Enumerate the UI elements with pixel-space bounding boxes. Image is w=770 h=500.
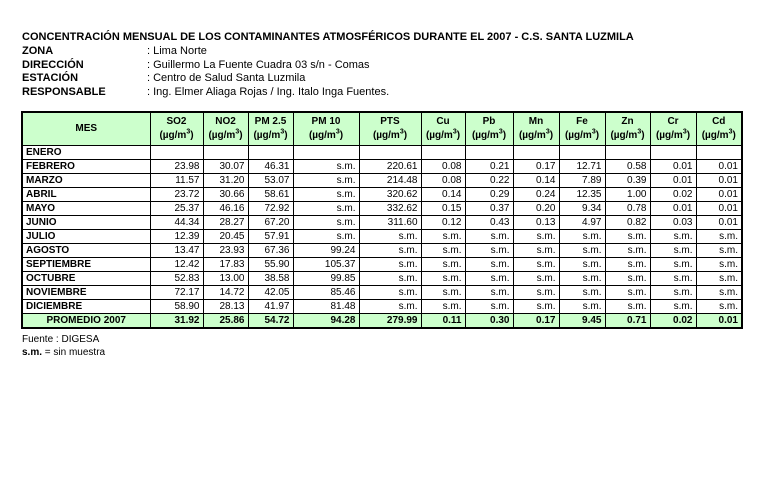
value-cell: 55.90: [248, 258, 293, 272]
value-cell: s.m.: [605, 272, 650, 286]
value-cell: [559, 146, 605, 160]
unit-prefix: (µg/m: [308, 130, 336, 141]
value-cell: 14.72: [203, 286, 248, 300]
average-row: [22, 314, 742, 329]
value-cell: 38.58: [248, 272, 293, 286]
value-cell: [293, 146, 359, 160]
average-cell: 0.71: [605, 314, 650, 329]
value-cell: s.m.: [293, 188, 359, 202]
value-cell: s.m.: [696, 230, 742, 244]
value-cell: 0.29: [465, 188, 513, 202]
value-cell: 72.17: [150, 286, 203, 300]
sm-abbreviation: s.m.: [22, 346, 43, 358]
value-cell: 0.01: [650, 202, 696, 216]
value-cell: 42.05: [248, 286, 293, 300]
value-cell: 0.01: [650, 160, 696, 174]
value-cell: 0.02: [650, 188, 696, 202]
value-cell: 0.20: [513, 202, 559, 216]
value-cell: 320.62: [359, 188, 421, 202]
info-label: DIRECCIÓN: [22, 58, 84, 71]
info-value: : Guillermo La Fuente Cuadra 03 s/n - Comas: [147, 58, 370, 71]
value-cell: 0.24: [513, 188, 559, 202]
month-cell: ABRIL: [22, 188, 150, 202]
unit-suffix: ): [502, 130, 507, 141]
month-cell: NOVIEMBRE: [22, 286, 150, 300]
value-cell: 0.78: [605, 202, 650, 216]
source-note: Fuente : DIGESA: [22, 334, 100, 345]
column-header: [293, 112, 359, 146]
page-title: CONCENTRACIÓN MENSUAL DE LOS CONTAMINANTES ATMOSFÉRICOS DURANTE EL 2007 - C.S. SANTA LUZMILA: [22, 31, 634, 43]
value-cell: s.m.: [359, 300, 421, 314]
month-cell: OCTUBRE: [22, 272, 150, 286]
value-cell: 12.42: [150, 258, 203, 272]
unit-suffix: ): [549, 130, 554, 141]
value-cell: s.m.: [605, 230, 650, 244]
table-row: [22, 286, 742, 300]
table-row: [22, 202, 742, 216]
value-cell: s.m.: [650, 300, 696, 314]
value-cell: 46.31: [248, 160, 293, 174]
value-cell: s.m.: [293, 202, 359, 216]
table-row: [22, 188, 742, 202]
value-cell: 105.37: [293, 258, 359, 272]
value-cell: 13.47: [150, 244, 203, 258]
info-label: RESPONSABLE: [22, 85, 106, 98]
value-cell: 44.34: [150, 216, 203, 230]
average-cell: 9.45: [559, 314, 605, 329]
value-cell: 0.21: [465, 160, 513, 174]
column-header: [203, 112, 248, 146]
month-cell: JUNIO: [22, 216, 150, 230]
unit-suffix: ): [403, 130, 408, 141]
column-name: Cu: [436, 116, 450, 127]
value-cell: s.m.: [465, 258, 513, 272]
value-cell: 20.45: [203, 230, 248, 244]
value-cell: 30.66: [203, 188, 248, 202]
unit-exponent: 3: [235, 128, 240, 136]
month-cell: ENERO: [22, 146, 150, 160]
average-cell: 0.11: [421, 314, 465, 329]
value-cell: 0.58: [605, 160, 650, 174]
value-cell: s.m.: [559, 244, 605, 258]
value-cell: s.m.: [513, 286, 559, 300]
unit-prefix: (µg/m: [372, 130, 400, 141]
table-header-row: [22, 112, 742, 146]
value-cell: 214.48: [359, 174, 421, 188]
value-cell: s.m.: [605, 300, 650, 314]
unit-prefix: (µg/m: [159, 130, 187, 141]
month-cell: AGOSTO: [22, 244, 150, 258]
value-cell: s.m.: [359, 230, 421, 244]
column-name: Pb: [482, 116, 496, 127]
value-cell: 17.83: [203, 258, 248, 272]
value-cell: 0.08: [421, 174, 465, 188]
value-cell: s.m.: [605, 258, 650, 272]
average-cell: 54.72: [248, 314, 293, 329]
value-cell: 0.14: [513, 174, 559, 188]
value-cell: 332.62: [359, 202, 421, 216]
value-cell: 0.13: [513, 216, 559, 230]
unit-prefix: (µg/m: [701, 130, 729, 141]
footnotes: [22, 334, 105, 359]
value-cell: 0.01: [650, 174, 696, 188]
column-name: Mn: [528, 116, 544, 127]
value-cell: [465, 146, 513, 160]
value-cell: s.m.: [293, 174, 359, 188]
info-value: : Ing. Elmer Aliaga Rojas / Ing. Italo Inga Fuentes.: [147, 85, 390, 98]
value-cell: 0.22: [465, 174, 513, 188]
value-cell: 23.98: [150, 160, 203, 174]
value-cell: 67.36: [248, 244, 293, 258]
table-row: [22, 300, 742, 314]
unit-prefix: (µg/m: [471, 130, 499, 141]
value-cell: 23.72: [150, 188, 203, 202]
average-cell: 0.01: [696, 314, 742, 329]
value-cell: s.m.: [513, 258, 559, 272]
value-cell: 25.37: [150, 202, 203, 216]
value-cell: s.m.: [359, 244, 421, 258]
value-cell: 4.97: [559, 216, 605, 230]
unit-suffix: ): [732, 130, 736, 141]
value-cell: 99.85: [293, 272, 359, 286]
value-cell: [513, 146, 559, 160]
unit-prefix: (µg/m: [518, 130, 546, 141]
value-cell: 1.00: [605, 188, 650, 202]
value-cell: s.m.: [559, 258, 605, 272]
column-name: Fe: [576, 116, 588, 127]
value-cell: 0.82: [605, 216, 650, 230]
table-row: [22, 160, 742, 174]
column-header: [650, 112, 696, 146]
unit-suffix: ): [284, 130, 288, 141]
unit-exponent: 3: [728, 128, 733, 136]
unit-prefix: (µg/m: [253, 130, 281, 141]
unit-prefix: (µg/m: [655, 130, 683, 141]
column-header: [248, 112, 293, 146]
value-cell: 23.93: [203, 244, 248, 258]
column-header: [513, 112, 559, 146]
value-cell: s.m.: [650, 230, 696, 244]
value-cell: [650, 146, 696, 160]
value-cell: s.m.: [650, 258, 696, 272]
value-cell: 0.01: [696, 174, 742, 188]
value-cell: 0.37: [465, 202, 513, 216]
value-cell: s.m.: [421, 300, 465, 314]
unit-exponent: 3: [280, 128, 285, 136]
value-cell: s.m.: [559, 300, 605, 314]
unit-prefix: (µg/m: [425, 130, 453, 141]
value-cell: 85.46: [293, 286, 359, 300]
value-cell: 30.07: [203, 160, 248, 174]
month-cell: FEBRERO: [22, 160, 150, 174]
unit-exponent: 3: [545, 128, 550, 136]
value-cell: 0.43: [465, 216, 513, 230]
value-cell: 53.07: [248, 174, 293, 188]
average-cell: 0.17: [513, 314, 559, 329]
table-row: [22, 230, 742, 244]
value-cell: s.m.: [605, 286, 650, 300]
unit-suffix: ): [641, 130, 645, 141]
value-cell: s.m.: [359, 258, 421, 272]
info-value: : Lima Norte: [147, 45, 207, 57]
sm-definition: = sin muestra: [42, 346, 106, 358]
table-row: [22, 244, 742, 258]
value-cell: s.m.: [465, 286, 513, 300]
month-cell: JULIO: [22, 230, 150, 244]
value-cell: [696, 146, 742, 160]
unit-prefix: (µg/m: [610, 130, 638, 141]
value-cell: 0.15: [421, 202, 465, 216]
unit-suffix: ): [339, 130, 344, 141]
value-cell: 12.39: [150, 230, 203, 244]
value-cell: s.m.: [359, 272, 421, 286]
column-name: PM 10: [311, 116, 341, 127]
table-row: [22, 272, 742, 286]
value-cell: 28.13: [203, 300, 248, 314]
column-header: [465, 112, 513, 146]
value-cell: [605, 146, 650, 160]
value-cell: s.m.: [465, 230, 513, 244]
value-cell: s.m.: [293, 230, 359, 244]
value-cell: 311.60: [359, 216, 421, 230]
value-cell: s.m.: [421, 230, 465, 244]
value-cell: s.m.: [421, 258, 465, 272]
value-cell: [421, 146, 465, 160]
value-cell: 12.71: [559, 160, 605, 174]
average-cell: 0.02: [650, 314, 696, 329]
info-row: [22, 86, 389, 100]
month-cell: DICIEMBRE: [22, 300, 150, 314]
average-cell: 94.28: [293, 314, 359, 329]
value-cell: [203, 146, 248, 160]
unit-prefix: (µg/m: [564, 130, 592, 141]
station-info: [22, 45, 389, 99]
value-cell: 0.12: [421, 216, 465, 230]
value-cell: s.m.: [559, 230, 605, 244]
value-cell: 0.14: [421, 188, 465, 202]
table-row: [22, 146, 742, 160]
value-cell: 0.17: [513, 160, 559, 174]
info-row: [22, 72, 389, 86]
value-cell: 67.20: [248, 216, 293, 230]
value-cell: 0.01: [696, 216, 742, 230]
value-cell: 0.08: [421, 160, 465, 174]
value-cell: 31.20: [203, 174, 248, 188]
unit-suffix: ): [456, 130, 461, 141]
info-row: [22, 59, 389, 73]
value-cell: s.m.: [465, 300, 513, 314]
value-cell: 220.61: [359, 160, 421, 174]
info-label: ESTACIÓN: [22, 72, 79, 84]
info-label: ZONA: [22, 45, 54, 57]
column-header: [696, 112, 742, 146]
info-value: : Centro de Salud Santa Luzmila: [147, 72, 306, 84]
value-cell: 11.57: [150, 174, 203, 188]
column-name: Zn: [621, 116, 634, 127]
value-cell: s.m.: [421, 272, 465, 286]
column-name: Cd: [712, 116, 726, 127]
unit-exponent: 3: [335, 128, 340, 136]
column-header: [150, 112, 203, 146]
abbreviation-note: [22, 347, 105, 360]
value-cell: 58.90: [150, 300, 203, 314]
column-header: [421, 112, 465, 146]
unit-suffix: ): [239, 130, 243, 141]
value-cell: s.m.: [513, 244, 559, 258]
column-name: Cr: [667, 116, 679, 127]
value-cell: 0.39: [605, 174, 650, 188]
value-cell: s.m.: [465, 244, 513, 258]
value-cell: 0.01: [696, 202, 742, 216]
unit-suffix: ): [190, 130, 194, 141]
value-cell: s.m.: [513, 300, 559, 314]
value-cell: [248, 146, 293, 160]
month-cell: SEPTIEMBRE: [22, 258, 150, 272]
unit-exponent: 3: [637, 128, 642, 136]
value-cell: s.m.: [559, 272, 605, 286]
value-cell: 7.89: [559, 174, 605, 188]
month-cell: MAYO: [22, 202, 150, 216]
value-cell: s.m.: [293, 160, 359, 174]
value-cell: s.m.: [359, 286, 421, 300]
average-cell: 279.99: [359, 314, 421, 329]
value-cell: s.m.: [696, 244, 742, 258]
value-cell: 12.35: [559, 188, 605, 202]
value-cell: s.m.: [650, 286, 696, 300]
value-cell: 52.83: [150, 272, 203, 286]
unit-suffix: ): [595, 130, 600, 141]
value-cell: 28.27: [203, 216, 248, 230]
value-cell: 72.92: [248, 202, 293, 216]
column-header: [359, 112, 421, 146]
value-cell: s.m.: [559, 286, 605, 300]
value-cell: [150, 146, 203, 160]
value-cell: 99.24: [293, 244, 359, 258]
table-row: [22, 174, 742, 188]
value-cell: s.m.: [696, 286, 742, 300]
unit-exponent: 3: [186, 128, 191, 136]
unit-exponent: 3: [452, 128, 457, 136]
unit-exponent: 3: [498, 128, 503, 136]
value-cell: 0.01: [696, 160, 742, 174]
value-cell: s.m.: [650, 244, 696, 258]
value-cell: s.m.: [696, 258, 742, 272]
column-name: NO2: [215, 116, 236, 127]
unit-exponent: 3: [399, 128, 404, 136]
value-cell: s.m.: [421, 244, 465, 258]
value-cell: s.m.: [513, 230, 559, 244]
column-header: [605, 112, 650, 146]
column-name: PTS: [380, 116, 400, 127]
value-cell: 0.03: [650, 216, 696, 230]
value-cell: s.m.: [421, 286, 465, 300]
unit-suffix: ): [686, 130, 691, 141]
average-cell: 0.30: [465, 314, 513, 329]
column-name: SO2: [166, 116, 187, 127]
pollutant-table: [21, 111, 743, 329]
value-cell: 46.16: [203, 202, 248, 216]
column-header: [559, 112, 605, 146]
column-header-mes: MES: [22, 112, 150, 146]
unit-prefix: (µg/m: [208, 130, 236, 141]
unit-exponent: 3: [682, 128, 687, 136]
value-cell: s.m.: [293, 216, 359, 230]
average-cell: 31.92: [150, 314, 203, 329]
value-cell: s.m.: [696, 272, 742, 286]
unit-exponent: 3: [591, 128, 596, 136]
value-cell: 41.97: [248, 300, 293, 314]
info-row: [22, 45, 389, 59]
column-name: PM 2.5: [254, 116, 287, 127]
value-cell: 58.61: [248, 188, 293, 202]
value-cell: 57.91: [248, 230, 293, 244]
average-label: PROMEDIO 2007: [22, 314, 150, 329]
value-cell: 9.34: [559, 202, 605, 216]
value-cell: 13.00: [203, 272, 248, 286]
average-cell: 25.86: [203, 314, 248, 329]
value-cell: 81.48: [293, 300, 359, 314]
value-cell: 0.01: [696, 188, 742, 202]
value-cell: s.m.: [465, 272, 513, 286]
value-cell: s.m.: [650, 272, 696, 286]
value-cell: s.m.: [605, 244, 650, 258]
value-cell: s.m.: [513, 272, 559, 286]
month-cell: MARZO: [22, 174, 150, 188]
table-row: [22, 216, 742, 230]
table-row: [22, 258, 742, 272]
value-cell: s.m.: [696, 300, 742, 314]
value-cell: [359, 146, 421, 160]
